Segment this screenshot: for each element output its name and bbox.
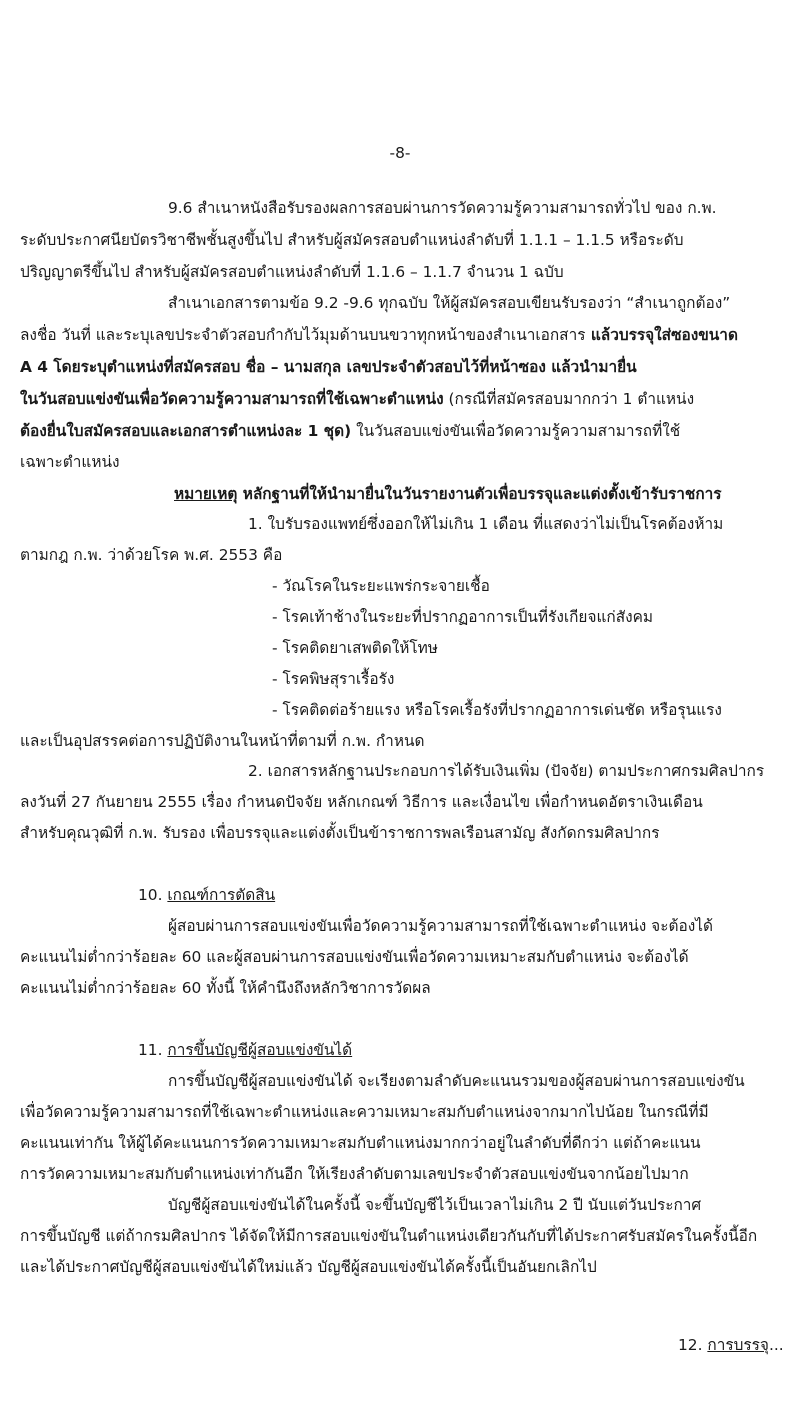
- section-11-para-2-line-1: บัญชีผู้สอบแข่งขันได้ในครั้งนี้ จะขึ้นบัญชีไว้เป็นเวลาไม่เกิน 2 ปี นับแต่วันประกาศ: [168, 1196, 702, 1214]
- disease-item-2: - โรคเท้าช้างในระยะที่ปรากฏอาการเป็นที่รังเกียจแก่สังคม: [272, 608, 654, 626]
- disease-item-4: - โรคพิษสุราเรื้อรัง: [272, 670, 395, 688]
- next-page-indicator: [678, 1335, 784, 1355]
- section-11-number: 11.: [138, 1041, 168, 1059]
- remark-item-1-line-2: ตามกฎ ก.พ. ว่าด้วยโรค พ.ศ. 2553 คือ: [20, 546, 283, 564]
- section-10-line-2: คะแนนไม่ต่ำกว่าร้อยละ 60 และผู้สอบผ่านการสอบแข่งขันเพื่อวัดความเหมาะสมกับตำแหน่ง จะต้องได้: [20, 948, 689, 966]
- remark-label: หมายเหตุ: [174, 485, 238, 503]
- section-10-title: เกณฑ์การตัดสิน: [167, 886, 276, 904]
- copy-instruction-line-2: [20, 325, 738, 345]
- section-11-heading: [138, 1040, 352, 1060]
- section-11-para-1-line-2: เพื่อวัดความรู้ความสามารถที่ใช้เฉพาะตำแหน่งและความเหมาะสมกับตำแหน่งจากมากไปน้อย ในกรณีที่มี: [20, 1103, 709, 1121]
- copy-instruction-line-6: เฉพาะตำแหน่ง: [20, 453, 120, 471]
- copy-instruction-line-3: A 4 โดยระบุตำแหน่งที่สมัครสอบ ชื่อ – นามสกุล เลขประจำตัวสอบไว้ที่หน้าซอง แล้วนำมายื่น: [20, 358, 637, 376]
- section-11-para-2-line-2: การขึ้นบัญชี แต่ถ้ากรมศิลปากร ได้จัดให้มีการสอบแข่งขันในตำแหน่งเดียวกันกับที่ได้ประกาศรับสมัครในครั้งนี้อีก: [20, 1227, 758, 1245]
- disease-item-3: - โรคติดยาเสพติดให้โทษ: [272, 639, 438, 657]
- copy-instruction-line-4-normal: (กรณีที่สมัครสอบมากกว่า 1 ตำแหน่ง: [443, 390, 695, 408]
- next-page-number: 12.: [678, 1336, 708, 1354]
- section-11-title: การขึ้นบัญชีผู้สอบแข่งขันได้: [167, 1041, 353, 1059]
- section-10-line-3: คะแนนไม่ต่ำกว่าร้อยละ 60 ทั้งนี้ ให้คำนึงถึงหลักวิชาการวัดผล: [20, 979, 431, 997]
- copy-instruction-line-4: [20, 389, 694, 409]
- copy-instruction-line-2-normal: ลงชื่อ วันที่ และระบุเลขประจำตัวสอบกำกับไว้มุมด้านบนขวาทุกหน้าของสำเนาเอกสาร: [20, 326, 586, 344]
- remark-item-2-line-1: 2. เอกสารหลักฐานประกอบการได้รับเงินเพิ่ม (ปัจจัย) ตามประกาศกรมศิลปากร: [248, 762, 765, 780]
- copy-instruction-line-1: สำเนาเอกสารตามข้อ 9.2 -9.6 ทุกฉบับ ให้ผู้สมัครสอบเขียนรับรองว่า “สำเนาถูกต้อง”: [168, 294, 731, 312]
- next-page-suffix: ...: [768, 1336, 784, 1354]
- section-10-line-1: ผู้สอบผ่านการสอบแข่งขันเพื่อวัดความรู้ความสามารถที่ใช้เฉพาะตำแหน่ง จะต้องได้: [168, 917, 713, 935]
- copy-instruction-line-5-bold: ต้องยื่นใบสมัครสอบและเอกสารตำแหน่งละ 1 ชุด): [20, 422, 352, 440]
- section-11-para-1-line-3: คะแนนเท่ากัน ให้ผู้ได้คะแนนการวัดความเหมาะสมกับตำแหน่งมากกว่าอยู่ในลำดับที่ดีกว่า แต่ถ้าคะแนน: [20, 1134, 701, 1152]
- remark-item-1-line-1: 1. ใบรับรองแพทย์ซึ่งออกให้ไม่เกิน 1 เดือน ที่แสดงว่าไม่เป็นโรคต้องห้าม: [248, 515, 724, 533]
- section-9-6-line-1: 9.6 สำเนาหนังสือรับรองผลการสอบผ่านการวัดความรู้ความสามารถทั่วไป ของ ก.พ.: [168, 199, 717, 217]
- section-10-heading: [138, 885, 275, 905]
- copy-instruction-line-5-normal: ในวันสอบแข่งขันเพื่อวัดความรู้ความสามารถที่ใช้: [351, 422, 681, 440]
- section-11-para-1-line-4: การวัดความเหมาะสมกับตำแหน่งเท่ากันอีก ให้เรียงลำดับตามเลขประจำตัวสอบแข่งขันจากน้อยไปมาก: [20, 1165, 689, 1183]
- next-page-label: การบรรจุ: [707, 1336, 769, 1354]
- remark-heading: [174, 484, 722, 504]
- section-9-6-line-3: ปริญญาตรีขึ้นไป สำหรับผู้สมัครสอบตำแหน่งลำดับที่ 1.1.6 – 1.1.7 จำนวน 1 ฉบับ: [20, 263, 564, 281]
- remark-item-2-line-3: สำหรับคุณวุฒิที่ ก.พ. รับรอง เพื่อบรรจุและแต่งตั้งเป็นข้าราชการพลเรือนสามัญ สังกัดกรมศิลปากร: [20, 824, 660, 842]
- remark-item-1-line-3: และเป็นอุปสรรคต่อการปฏิบัติงานในหน้าที่ตามที่ ก.พ. กำหนด: [20, 732, 425, 750]
- section-11-para-1-line-1: การขึ้นบัญชีผู้สอบแข่งขันได้ จะเรียงตามลำดับคะแนนรวมของผู้สอบผ่านการสอบแข่งขัน: [168, 1072, 745, 1090]
- section-10-number: 10.: [138, 886, 168, 904]
- remark-text: หลักฐานที่ให้นำมายื่นในวันรายงานตัวเพื่อบรรจุและแต่งตั้งเข้ารับราชการ: [237, 485, 722, 503]
- section-9-6-line-2: ระดับประกาศนียบัตรวิชาชีพชั้นสูงขึ้นไป สำหรับผู้สมัครสอบตำแหน่งลำดับที่ 1.1.1 – 1.1.5 หรือระดับ: [20, 231, 684, 249]
- disease-item-1: - วัณโรคในระยะแพร่กระจายเชื้อ: [272, 577, 490, 595]
- copy-instruction-line-2-bold: แล้วบรรจุใส่ซองขนาด: [585, 326, 738, 344]
- remark-item-2-line-2: ลงวันที่ 27 กันยายน 2555 เรื่อง กำหนดปัจจัย หลักเกณฑ์ วิธีการ และเงื่อนไข เพื่อกำหนดอัตราเงินเดือน: [20, 793, 703, 811]
- disease-item-5: - โรคติดต่อร้ายแรง หรือโรคเรื้อรังที่ปรากฏอาการเด่นชัด หรือรุนแรง: [272, 701, 722, 719]
- page-number: -8-: [389, 144, 411, 162]
- copy-instruction-line-4-bold: ในวันสอบแข่งขันเพื่อวัดความรู้ความสามารถที่ใช้เฉพาะตำแหน่ง: [20, 390, 444, 408]
- section-11-para-2-line-3: และได้ประกาศบัญชีผู้สอบแข่งขันได้ใหม่แล้ว บัญชีผู้สอบแข่งขันได้ครั้งนี้เป็นอันยกเลิกไป: [20, 1258, 597, 1276]
- copy-instruction-line-5: [20, 421, 680, 441]
